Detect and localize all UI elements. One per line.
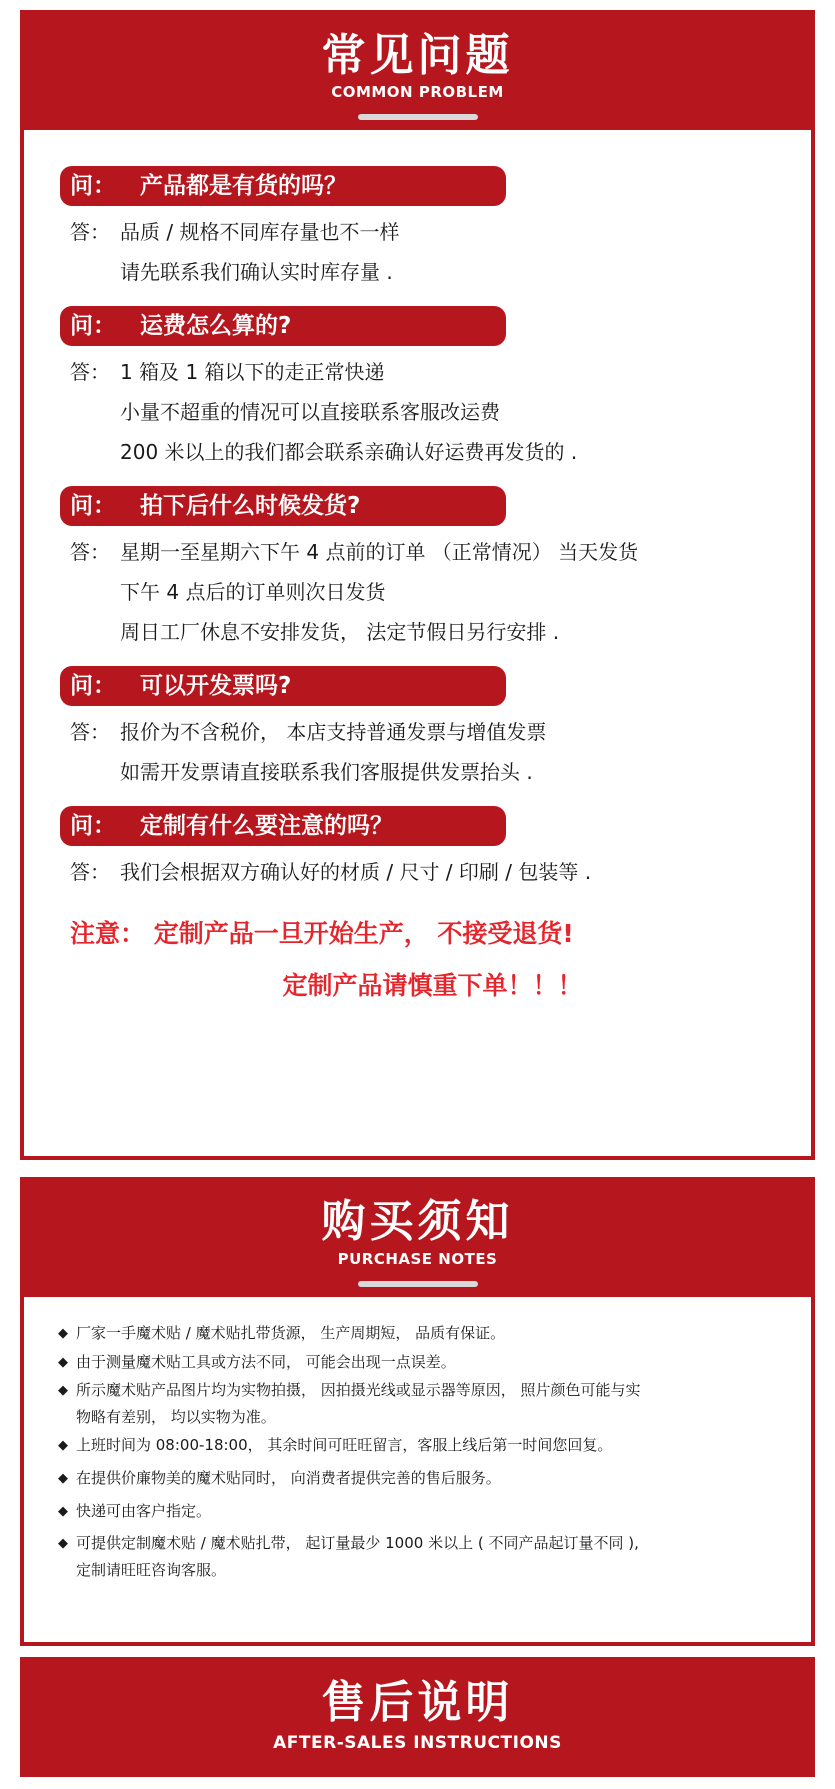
answer-line: 如需开发票请直接联系我们客服提供发票抬头 . bbox=[120, 760, 533, 784]
answer-line: 品质 / 规格不同库存量也不一样 bbox=[120, 220, 400, 244]
after-sales-section bbox=[20, 1657, 815, 1777]
diamond-bullet-icon: ◆ bbox=[58, 1504, 68, 1519]
faq-item bbox=[60, 486, 791, 652]
answer-line: 下午 4 点后的订单则次日发货 bbox=[120, 580, 386, 604]
note-item bbox=[58, 1377, 781, 1431]
answer-mark: 答： bbox=[70, 220, 110, 244]
faq-subtitle: COMMON PROBLEM bbox=[331, 83, 504, 101]
answer-line: 星期一至星期六下午 4 点前的订单 （正常情况） 当天发货 bbox=[120, 540, 639, 564]
question-bar bbox=[60, 806, 506, 846]
answer-mark: 答： bbox=[70, 720, 110, 744]
custom-order-warning: 注意： 定制产品一旦开始生产， 不接受退货! bbox=[70, 919, 574, 948]
question-mark: 问： bbox=[70, 493, 116, 519]
after-sales-subtitle: AFTER-SALES INSTRUCTIONS bbox=[273, 1733, 562, 1753]
answer-line: 200 米以上的我们都会联系亲确认好运费再发货的 . bbox=[120, 440, 578, 464]
note-text: 上班时间为 08:00-18:00， 其余时间可旺旺留言，客服上线后第一时间您回复。 bbox=[76, 1436, 613, 1454]
question-text: 产品都是有货的吗？ bbox=[140, 173, 347, 199]
answer-line: 我们会根据双方确认好的材质 / 尺寸 / 印刷 / 包装等 . bbox=[120, 860, 592, 884]
note-text: 可提供定制魔术贴 / 魔术贴扎带， 起订量最少 1000 米以上 ( 不同产品起订量不同 ), bbox=[76, 1534, 639, 1552]
faq-title: 常见问题 bbox=[321, 30, 514, 81]
purchase-notes-section bbox=[20, 1177, 815, 1646]
diamond-bullet-icon: ◆ bbox=[58, 1355, 68, 1370]
purchase-notes-header bbox=[20, 1177, 815, 1297]
answer-line: 小量不超重的情况可以直接联系客服改运费 bbox=[120, 400, 500, 424]
header-decor-bar bbox=[358, 1281, 478, 1287]
question-bar bbox=[60, 666, 506, 706]
faq-header bbox=[20, 10, 815, 130]
answer-block bbox=[60, 712, 791, 792]
header-decor-bar bbox=[358, 114, 478, 120]
answer-line: 报价为不含税价， 本店支持普通发票与增值发票 bbox=[120, 720, 547, 744]
faq-body bbox=[20, 130, 815, 1160]
faq-item bbox=[60, 306, 791, 472]
answer-line: 周日工厂休息不安排发货， 法定节假日另行安排 . bbox=[120, 620, 560, 644]
diamond-bullet-icon: ◆ bbox=[58, 1383, 68, 1398]
purchase-notes-subtitle: PURCHASE NOTES bbox=[337, 1250, 498, 1268]
question-mark: 问： bbox=[70, 813, 116, 839]
question-text: 运费怎么算的? bbox=[140, 313, 292, 339]
faq-item bbox=[60, 666, 791, 792]
note-text: 厂家一手魔术贴 / 魔术贴扎带货源， 生产周期短， 品质有保证。 bbox=[76, 1324, 506, 1342]
custom-order-caution: 定制产品请慎重下单！！！ bbox=[282, 971, 583, 1000]
answer-block bbox=[60, 352, 791, 472]
note-item bbox=[58, 1497, 781, 1526]
note-text: 在提供价廉物美的魔术贴同时， 向消费者提供完善的售后服务。 bbox=[76, 1469, 501, 1487]
after-sales-title: 售后说明 bbox=[321, 1677, 514, 1728]
faq-item bbox=[60, 166, 791, 292]
answer-line: 请先联系我们确认实时库存量 . bbox=[120, 260, 393, 284]
answer-block bbox=[60, 532, 791, 652]
faq-item bbox=[60, 806, 791, 892]
note-item bbox=[58, 1464, 781, 1493]
note-text: 由于测量魔术贴工具或方法不同， 可能会出现一点误差。 bbox=[76, 1353, 456, 1371]
question-bar bbox=[60, 306, 506, 346]
diamond-bullet-icon: ◆ bbox=[58, 1326, 68, 1341]
note-text: 物略有差别， 均以实物为准。 bbox=[76, 1408, 276, 1426]
question-mark: 问： bbox=[70, 313, 116, 339]
answer-line: 1 箱及 1 箱以下的走正常快递 bbox=[120, 360, 385, 384]
question-mark: 问： bbox=[70, 673, 116, 699]
purchase-notes-body bbox=[20, 1297, 815, 1646]
answer-mark: 答： bbox=[70, 860, 110, 884]
answer-block bbox=[60, 852, 791, 892]
question-mark: 问： bbox=[70, 173, 116, 199]
after-sales-header bbox=[20, 1657, 815, 1777]
question-text: 定制有什么要注意的吗？ bbox=[140, 813, 393, 839]
note-text: 定制请旺旺咨询客服。 bbox=[76, 1561, 227, 1579]
note-item bbox=[58, 1530, 781, 1584]
diamond-bullet-icon: ◆ bbox=[58, 1471, 68, 1486]
faq-section bbox=[20, 10, 815, 1160]
note-text: 快递可由客户指定。 bbox=[76, 1502, 212, 1520]
note-item bbox=[58, 1348, 781, 1377]
answer-block bbox=[60, 212, 791, 292]
question-text: 可以开发票吗? bbox=[140, 673, 292, 699]
question-bar bbox=[60, 166, 506, 206]
question-text: 拍下后什么时候发货? bbox=[140, 493, 361, 519]
note-text: 所示魔术贴产品图片均为实物拍摄， 因拍摄光线或显示器等原因， 照片颜色可能与实 bbox=[76, 1381, 641, 1399]
diamond-bullet-icon: ◆ bbox=[58, 1438, 68, 1453]
answer-mark: 答： bbox=[70, 360, 110, 384]
answer-mark: 答： bbox=[70, 540, 110, 564]
purchase-notes-title: 购买须知 bbox=[321, 1196, 514, 1247]
note-item bbox=[58, 1431, 781, 1460]
diamond-bullet-icon: ◆ bbox=[58, 1536, 68, 1551]
note-item bbox=[58, 1319, 781, 1348]
question-bar bbox=[60, 486, 506, 526]
